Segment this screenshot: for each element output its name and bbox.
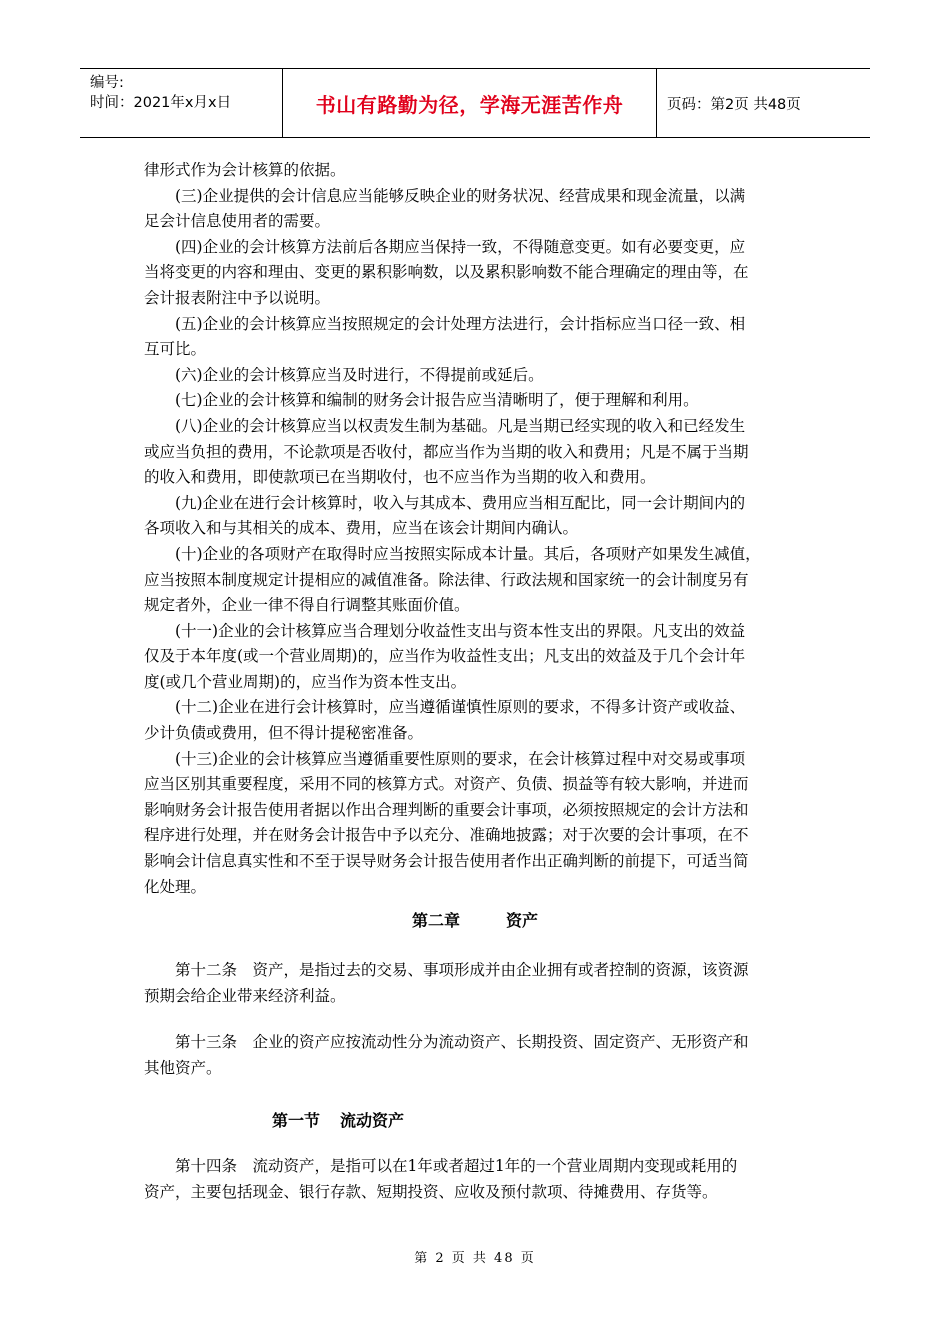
paragraph-line: (十二)企业在进行会计核算时，应当遵循谨慎性原则的要求，不得多计资产或收益、 [175,698,746,717]
paragraph-line: 化处理。 [144,877,207,896]
article-13 [144,1030,811,1081]
header-motto: 书山有路勤为径，学海无涯苦作舟 [283,69,657,137]
paragraph-line: 或应当负担的费用，不论款项是否收付，都应当作为当期的收入和费用；凡是不属于当期 [144,442,749,461]
paragraph-line: (八)企业的会计核算应当以权责发生制为基础。凡是当期已经实现的收入和已经发生 [175,416,746,435]
article-line: 其他资产。 [144,1058,222,1077]
paragraph-line: 互可比。 [144,340,207,359]
article-line: 第十二条 资产，是指过去的交易、事项形成并由企业拥有或者控制的资源，该资源 [175,961,749,979]
paragraph-line: (四)企业的会计核算方法前后各期应当保持一致，不得随意变更。如有必要变更，应 [175,237,746,256]
paragraph-line: 影响会计信息真实性和不至于误导财务会计报告使用者作出正确判断的前提下，可适当简 [144,852,749,871]
section-number: 第一节 [272,1111,321,1130]
article-line: 资产，主要包括现金、银行存款、短期投资、应收及预付款项、待摊费用、存货等。 [144,1182,718,1201]
paragraph-line: (三)企业提供的会计信息应当能够反映企业的财务状况、经营成果和现金流量，以满 [175,186,746,205]
chapter-title: 资产 [506,911,539,930]
paragraph-line: 的收入和费用，即使款项已在当期收付，也不应当作为当期的收入和费用。 [144,468,656,487]
paragraph-line: 程序进行处理，并在财务会计报告中予以充分、准确地披露；对于次要的会计事项，在不 [144,826,749,845]
body-text [144,158,811,900]
page-header [80,68,870,138]
section-heading [272,1108,404,1131]
paragraph-line: 度(或几个营业周期)的，应当作为资本性支出。 [144,672,467,691]
paragraph-line: 律形式作为会计核算的依据。 [144,161,346,179]
article-12 [144,958,811,1009]
serial-label: 编号: [90,75,124,91]
chapter-number: 第二章 [411,911,460,930]
paragraph-line: 当将变更的内容和理由、变更的累积影响数，以及累积影响数不能合理确定的理由等，在 [144,263,749,282]
section-title: 流动资产 [340,1111,405,1130]
paragraph-line: (六)企业的会计核算应当及时进行，不得提前或延后。 [175,365,544,384]
header-page-info: 页码：第2页 共48页 [667,96,801,113]
paragraph-line: 影响财务会计报告使用者据以作出合理判断的重要会计事项，必须按照规定的会计方法和 [144,800,749,819]
article-14 [144,1154,811,1205]
paragraph-line: (十三)企业的会计核算应当遵循重要性原则的要求，在会计核算过程中对交易或事项 [175,749,746,768]
paragraph-line: (五)企业的会计核算应当按照规定的会计处理方法进行，会计指标应当口径一致、相 [175,314,746,333]
paragraph-line: 足会计信息使用者的需要。 [144,212,331,231]
article-line: 预期会给企业带来经济利益。 [144,986,346,1005]
paragraph-line: (七)企业的会计核算和编制的财务会计报告应当清晰明了，便于理解和利用。 [175,391,699,410]
header-meta [80,69,283,137]
paragraph-line: 仅及于本年度(或一个营业周期)的，应当作为收益性支出；凡支出的效益及于几个会计年 [144,647,746,666]
article-line: 第十四条 流动资产，是指可以在1年或者超过1年的一个营业周期内变现或耗用的 [175,1157,738,1175]
paragraph-line: (十一)企业的会计核算应当合理划分收益性支出与资本性支出的界限。凡支出的效益 [175,621,746,640]
paragraph-line: 应当区别其重要程度，采用不同的核算方式。对资产、负债、损益等有较大影响，并进而 [144,775,749,794]
paragraph-line: 应当按照本制度规定计提相应的减值准备。除法律、行政法规和国家统一的会计制度另有 [144,570,749,589]
paragraph-line: 会计报表附注中予以说明。 [144,288,331,307]
page-footer: 第 2 页 共 48 页 [414,1251,536,1266]
paragraph-line: (十)企业的各项财产在取得时应当按照实际成本计量。其后，各项财产如果发生减值， [175,544,761,563]
date-label: 时间：2021年x月x日 [90,95,232,111]
paragraph-line: 规定者外，企业一律不得自行调整其账面价值。 [144,596,470,615]
chapter-heading [0,908,950,931]
paragraph-line: 各项收入和与其相关的成本、费用，应当在该会计期间内确认。 [144,519,579,538]
paragraph-line: (九)企业在进行会计核算时，收入与其成本、费用应当相互配比，同一会计期间内的 [175,493,746,512]
paragraph-line: 少计负债或费用，但不得计提秘密准备。 [144,724,424,743]
article-line: 第十三条 企业的资产应按流动性分为流动资产、长期投资、固定资产、无形资产和 [175,1033,749,1051]
